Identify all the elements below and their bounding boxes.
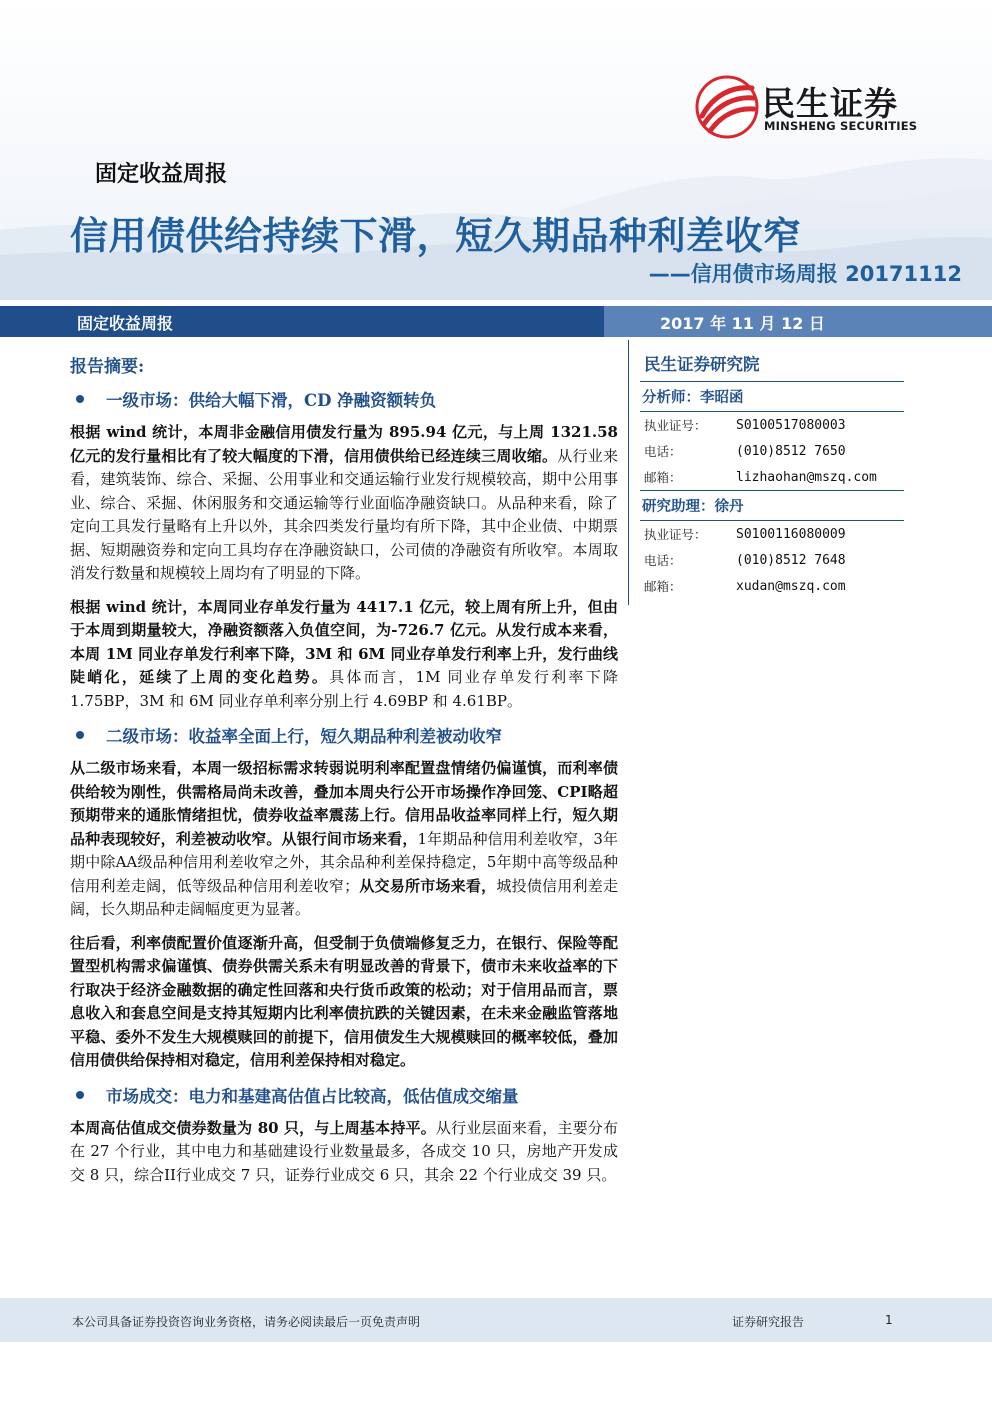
footer-disclaimer: 本公司具备证券投资咨询业务资格，请务必阅读最后一页免责声明 — [72, 1315, 421, 1329]
contact-label: 电话： — [644, 444, 682, 459]
sidebar — [640, 348, 910, 599]
contact-value: S0100116080009 — [736, 526, 846, 542]
paragraph — [70, 932, 618, 1073]
text-run: 具体而言，1M 同业存单发行利率下降 1.75BP，3M 和 6M 同业存单利率分别上行 4.69BP 和 4.61BP。 — [70, 668, 618, 710]
summary-title: 报告摘要: — [70, 357, 145, 377]
contact-value: (010)8512 7648 — [736, 552, 846, 568]
summary-column — [70, 348, 618, 1197]
analyst-contact — [640, 412, 910, 490]
summary-sections — [70, 387, 618, 1187]
bar-report-type: 固定收益周报 — [77, 314, 174, 333]
contact-label: 邮箱： — [644, 470, 682, 485]
contact-row — [640, 412, 910, 438]
contact-label: 执业证号： — [644, 418, 707, 433]
contact-row — [640, 573, 910, 599]
bullet-icon — [76, 1091, 84, 1099]
contact-label: 电话： — [644, 553, 682, 568]
page-number: 1 — [885, 1313, 893, 1327]
text-run: 本周高估值成交债券数量为 80 只，与上周基本持平。 — [70, 1118, 436, 1137]
section-heading — [70, 387, 618, 411]
contact-value: xudan@mszq.com — [736, 578, 846, 594]
contact-value: lizhaohan@mszq.com — [736, 469, 877, 485]
section-heading — [70, 1083, 618, 1107]
text-run: 从行业来看，建筑装饰、综合、采掘、公用事业和交通运输行业发行规模较高，期中公用事业、综合、采掘、休闲服务和交通运输等行业面临净融资缺口。从品种来看，除了定向工具发行量略有上升以外，其余四类发行量均有所下降，其中企业债、中期票据、短期融资券和定向工具均存在净融资缺口，公司债的净融资有所收窄。本周取消发行数量和规模较上周均有了明显的下降。 — [70, 446, 618, 582]
section-heading-text: 一级市场：供给大幅下滑，CD 净融资额转负 — [106, 391, 437, 410]
paragraph — [70, 421, 618, 586]
contact-row — [640, 521, 910, 547]
footer-report-label: 证券研究报告 — [732, 1315, 805, 1329]
logo-english-name: MINSHENG SECURITIES — [764, 119, 918, 133]
contact-label: 邮箱： — [644, 579, 682, 594]
text-run: 根据 wind 统计，本周非金融信用债发行量为 895.94 亿元，与上周 1321.58 亿元的发行量相比有了较大幅度的下滑，信用债供给已经连续三周收缩。 — [70, 423, 618, 465]
assistant-contact — [640, 521, 910, 599]
contact-value: (010)8512 7650 — [736, 443, 846, 459]
text-run: 从二级市场来看，本周一级招标需求转弱说明利率配置盘情绪仍偏谨慎，而利率债供给较为刚性，供需格局尚未改善，叠加本周央行公开市场操作净回笼、CPI略超预期带来的通胀情绪担忧，债券收益率震荡上行。信用品收益率同样上行，短久期品种表现较好，利差被动收窄。从银行间市场来看， — [70, 759, 618, 848]
bullet-icon — [76, 731, 84, 739]
section-heading-text: 市场成交：电力和基建高估值占比较高，低估值成交缩量 — [106, 1086, 519, 1106]
report-type: 固定收益周报 — [95, 162, 228, 187]
text-run: 从行业层面来看，主要分布在 27 个行业，其中电力和基础建设行业数量最多，各成交 10 只，房地产开发成交 8 只，综合II行业成交 7 只，证券行业成交 6 只，其余 22 个行业成交 39 只。 — [70, 1118, 618, 1184]
text-run: 城投债信用利差走阔，长久期品种走阔幅度更为显著。 — [70, 876, 618, 918]
text-run: 从交易所市场来看， — [359, 876, 497, 895]
subtitle: ——信用债市场周报 20171112 — [648, 262, 962, 286]
text-run: 根据 wind 统计，本周同业存单发行量为 4417.1 亿元，较上周有所上升，但由于本周到期量较大，净融资额落入负值空间，为-726.7 亿元。从发行成本来看，本周 1M 同业存单发行利率下降，3M 和 6M 同业存单发行利率上升，发行曲线陡峭化，延续了上周的变化趋势。 — [70, 597, 618, 686]
contact-row — [640, 464, 910, 490]
logo-name: 民生证券 — [762, 84, 898, 123]
contact-row — [640, 438, 910, 464]
paragraph — [70, 757, 618, 922]
contact-value: S0100517080003 — [736, 417, 846, 433]
text-run: 往后看，利率债配置价值逐渐升高，但受制于负债端修复乏力，在银行、保险等配置型机构需求偏谨慎、债券供需关系未有明显改善的背景下，债市未来收益率的下行取决于经济金融数据的确定性回落和央行货币政策的松动；对于信用品而言，票息收入和套息空间是支持其短期内比利率债抗跌的关键因素，在未来金融监管落地平稳、委外不发生大规模赎回的前提下，信用债发生大规模赎回的概率较低，叠加信用债供给保持相对稳定，信用利差保持相对稳定。 — [70, 933, 618, 1069]
text-run: 1年期品种信用利差收窄，3年期中除AA级品种信用利差收窄之外，其余品种利差保持稳定，5年期中高等级品种信用利差走阔，低等级品种信用利差收窄； — [70, 829, 618, 895]
institute-name: 民生证券研究院 — [644, 355, 760, 374]
report-date: 2017 年 11 月 12 日 — [660, 314, 825, 333]
paragraph — [70, 596, 618, 714]
assistant-title: 研究助理：徐丹 — [640, 490, 904, 521]
section-heading-text: 二级市场：收益率全面上行，短久期品种利差被动收窄 — [106, 727, 502, 746]
paragraph — [70, 1117, 618, 1188]
main-title: 信用债供给持续下滑，短久期品种利差收窄 — [70, 214, 802, 258]
analyst-title: 分析师：李昭函 — [640, 381, 904, 412]
section-heading — [70, 723, 618, 747]
sidebar-divider — [628, 340, 629, 605]
bullet-icon — [76, 395, 84, 403]
contact-row — [640, 547, 910, 573]
contact-label: 执业证号： — [644, 527, 707, 542]
